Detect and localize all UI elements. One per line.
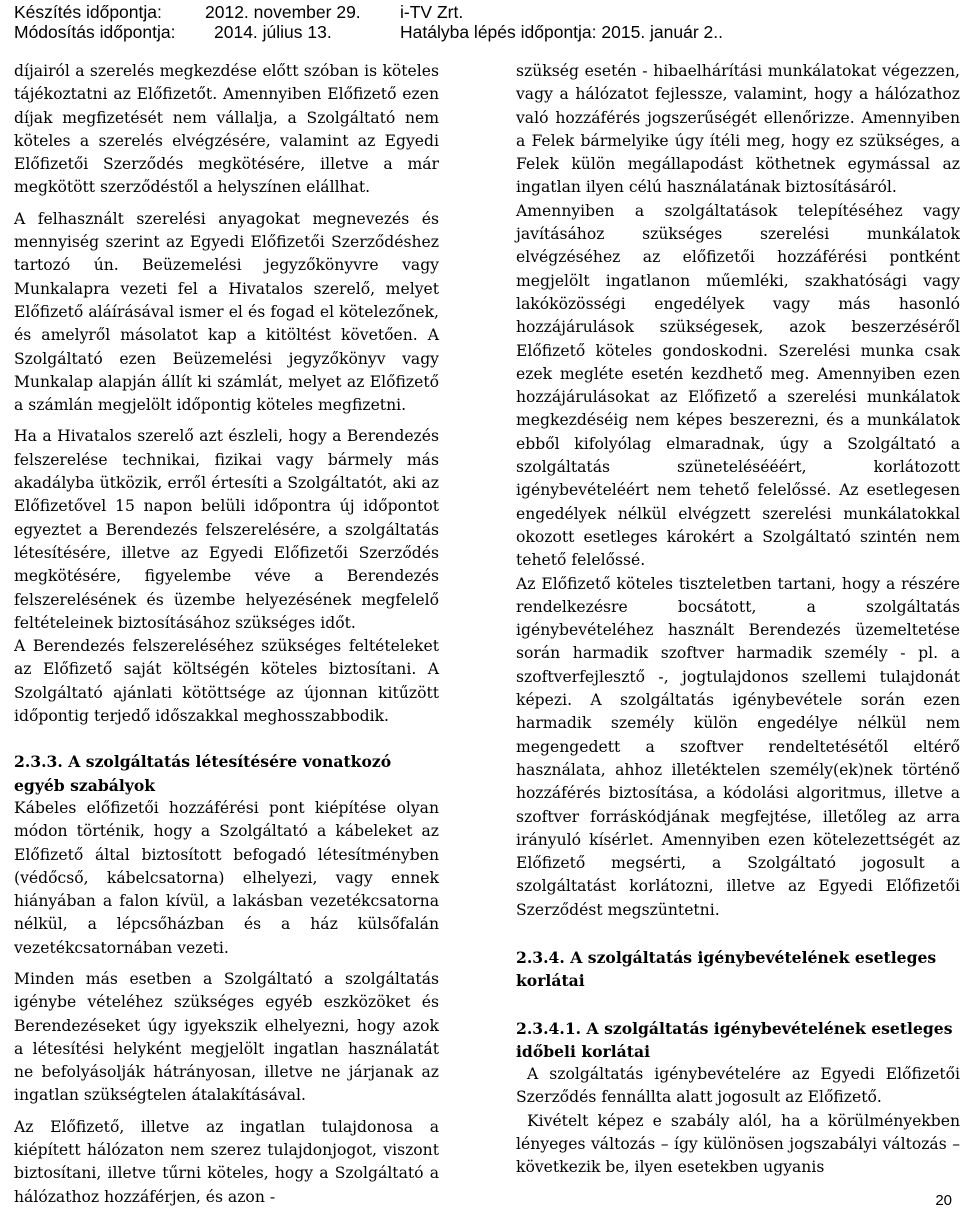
section-heading: 2.3.3. A szolgáltatás létesítésére vonatkozó egyéb szabályok bbox=[14, 752, 392, 795]
paragraph: szükség esetén - hibaelhárítási munkálatokat végezzen, vagy a hálózatot fejlessze, valamint, hogy a hálózathoz való hozzáférés jogszerűségét ellenőrizze. Amennyiben a Felek bármelyike úgy ítéli meg, hogy ez szükséges, a Felek külön megállapodást köthetnek egymással az ingatlan ilyen célú használatának biztosításáról. bbox=[516, 62, 960, 197]
paragraph: A szolgáltatás igénybevételére az Egyedi Előfizetői Szerződés fennállta alatt jogosult az Előfizető. bbox=[516, 1065, 960, 1107]
modified-label: Módosítás időpontja: bbox=[14, 22, 176, 42]
paragraph: A felhasznált szerelési anyagokat megnevezés és mennyiség szerint az Egyedi Előfizetői Szerződéshez tartozó ún. Beüzemelési jegyzőkönyvre vagy Munkalapra vezeti fel a Hivatalos szerelő, melyet Előfizető aláírásával ismer el és fogad el kötelezőnek, és amelyről másolatot kap a kitöltést követően. A Szolgáltató ezen Beüzemelési jegyzőkönyv vagy Munkalap alapján állít ki számlát, melyet az Előfizető a számlán megjelölt időpontig köteles megfizetni. bbox=[14, 209, 439, 415]
paragraph: Amennyiben a szolgáltatások telepítéséhez vagy javításához szükséges szerelési munkálatok elvégzéséhez az előfizetői hozzáférési pontként megjelölt ingatlanon műemléki, szakhatósági vagy lakóközösségi engedélyek vagy más hasonló hozzájárulások szükségesek, azok beszerzéséről Előfizető köteles gondoskodni. Szerelési munka csak ezek megléte esetén kezdhető meg. Amennyiben ezen hozzájárulásokat az Előfizető a szerelési munkálatok megkezdéséig nem képes beszerezni, és a munkálatok ebből kifolyólag elmaradnak, úgy a Szolgáltató a szolgáltatás szünetelésééért, korlátozott igénybevételéért nem tehető felelőssé. Az esetlegesen engedélyek nélkül elvégzett szerelési munkálatokkal okozott esetleges károkért a Szolgáltató szintén nem tehető felelőssé. bbox=[516, 201, 960, 570]
paragraph: Kivételt képez e szabály alól, ha a körülményekben lényeges változás – így különösen jogszabályi változás – következik be, ilyen esetekben ugyanis bbox=[516, 1111, 960, 1177]
left-column bbox=[14, 60, 439, 1209]
modified-date: 2014. július 13. bbox=[214, 22, 332, 42]
paragraph: A Berendezés felszereléséhez szükséges feltételeket az Előfizető saját költségén köteles biztosítani. A Szolgáltató ajánlati kötöttsége az újonnan kitűzött időpontig terjedő időszakkal meghosszabbodik. bbox=[14, 637, 439, 726]
right-column bbox=[516, 60, 960, 1180]
paragraph: Az Előfizető köteles tiszteletben tartani, hogy a részére rendelkezésre bocsátott, a szolgáltatás igénybevételéhez használt Berendezés üzemeltetése során harmadik szoftver harmadik személy - pl. a szoftverfejlesztő -, jogtulajdonos szellemi tulajdonát képezi. A szolgáltatás igénybevétele során ezen harmadik személy külön engedélye nélkül nem megengedett a szoftver rendeltetésétől eltérő használata, ahhoz illetéktelen személy(ek)nek történő hozzáférés biztosítása, a kódolási algoritmus, illetve a szoftver forráskódjának megfejtése, illetőleg az arra irányuló kísérlet. Amennyiben ezen kötelezettségét az Előfizető megsérti, a Szolgáltató jogosult a szolgáltatást korlátozni, illetve az Egyedi Előfizetői Szerződést megszüntetni. bbox=[516, 574, 960, 919]
paragraph: Az Előfizető, illetve az ingatlan tulajdonosa a kiépített hálózaton nem szerez tulajdonjogot, viszont biztosítani, illetve tűrni köteles, hogy a Szolgáltató a hálózathoz hozzáférjen, és azon - bbox=[14, 1117, 439, 1206]
section-heading: 2.3.4.1. A szolgáltatás igénybevételének esetleges időbeli korlátai bbox=[516, 1018, 953, 1061]
paragraph: Minden más esetben a Szolgáltató a szolgáltatás igénybe vételéhez szükséges egyéb eszközöket és Berendezéseket úgy igyekszik elhelyezni, hogy azok a létesítési helyként megjelölt ingatlan használatát ne befolyásolják hátrányosan, illetve ne járjanak az ingatlan szükségtelen átalakításával. bbox=[14, 969, 439, 1105]
header-row-modified bbox=[0, 22, 960, 46]
paragraph: Ha a Hivatalos szerelő azt észleli, hogy a Berendezés felszerelése technikai, fizikai vagy bármely más akadályba ütközik, erről értesíti a Szolgáltatót, aki az Előfizetővel 15 napon belüli időpontra új időpontot egyeztet a Berendezés felszerelésére, a szolgáltatás létesítésére, illetve az Egyedi Előfizetői Szerződés megkötésére, figyelembe véve a Berendezés felszerelésének és üzembe helyezésének megfelelő feltételeinek biztosításához szükséges időt. bbox=[14, 427, 439, 632]
company-name: i-TV Zrt. bbox=[400, 2, 464, 22]
created-date: 2012. november 29. bbox=[205, 2, 361, 22]
paragraph: Kábeles előfizetői hozzáférési pont kiépítése olyan módon történik, hogy a Szolgáltató a kábeleket az Előfizető által biztosított befogadó létesítményben (védőcső, kábelcsatorna) elhelyezi, vagy ennek hiányában a falon kívül, a lakásban vezetékcsatorna nélkül, a lépcsőházban és a ház külsőfalán vezetékcsatornában vezeti. bbox=[14, 798, 439, 957]
effective-date: Hatályba lépés időpontja: 2015. január 2.. bbox=[400, 22, 724, 42]
paragraph: díjairól a szerelés megkezdése előtt szóban is köteles tájékoztatni az Előfizetőt. Amennyiben Előfizető ezen díjak megfizetését nem vállalja, a Szolgáltató nem köteles a szerelés elvégzésére, valamint az Egyedi Előfizetői Szerződés megkötésére, illetve a már megkötött szerződéstől a helyszínen elállhat. bbox=[14, 62, 439, 197]
page-number: 20 bbox=[935, 1192, 952, 1209]
section-heading: 2.3.4. A szolgáltatás igénybevételének esetleges korlátai bbox=[516, 947, 937, 991]
created-label: Készítés időpontja: bbox=[14, 2, 162, 22]
